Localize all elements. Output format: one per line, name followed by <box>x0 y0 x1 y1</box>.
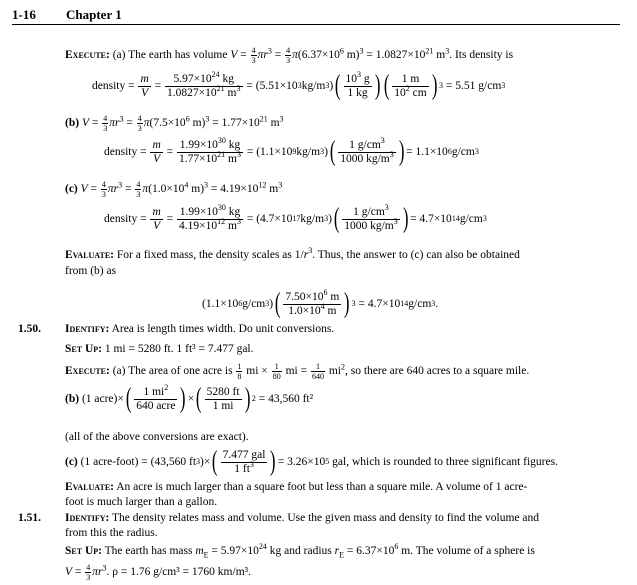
identify-151-line1: Identify: The density relates mass and volume. Use the given mass and density to find the volume and <box>65 512 539 524</box>
c-volume-line: (c) V = $\frac{4}{3}$ $\pi r^3$ = $\frac{4}{3}$ $\pi(1.0\times 10^4$ $m)^3 = 4.19\times 10^{12}$ $m^3$ <box>65 180 283 199</box>
problem-number-151: 1.51. <box>18 512 41 524</box>
evaluate-49-line2: from (b) as <box>65 265 117 277</box>
conversion-note: (all of the above conversions are exact). <box>65 431 249 443</box>
density-c-equation: density = $\frac{m}{V}$ = $\frac{1.99\times 10^{30} kg}{4.19\times 10^{12} m^3}$ = (4.7×10 17 kg/m 3 ) ( $\frac{1 g/cm^3}{1000 kg/m^3}$ ) = 4.7×10 14 g/cm 3 <box>104 202 487 234</box>
setup-150: Set Up: 1 mi = 5280 ft. 1 ft³ = 7.477 gal. <box>65 343 254 355</box>
density-a-equation: density = $\frac{m}{V}$ = $\frac{5.97\times 10^{24} kg}{1.0827\times 10^{21} m^3}$ = (5.51×10 3 kg/m 3 ) ( $\frac{10^3 g}{1 kg}$ ) ( $\frac{1 m}{10^2 cm}$ ) 3 = 5.51 g/cm 3 <box>92 69 506 101</box>
identify-151-line2: from this the radius. <box>65 527 158 539</box>
setup-151-line1: Set Up: The earth has mass $m_E = 5.97\times 10^{24}$ kg and radius $r_E = 6.37\times 10^6$ m. The volume of a sphere is <box>65 542 535 560</box>
evaluate-150-line2: foot is much larger than a gallon. <box>65 496 218 508</box>
execute-a-line: Execute: (a) The earth has volume V = $\frac{4}{3}$ $\pi r^3$ = $\frac{4}{3}$ $\pi(6.37\times 10^6$ $m)^3 = 1.0827\times 10^{21}$ $m^3$. Its density is <box>65 46 514 65</box>
evaluate-150-line1: Evaluate: An acre is much larger than a square foot but less than a square mile. A volume of 1 acre- <box>65 481 528 493</box>
b-volume-line: (b) V = $\frac{4}{3}$ $\pi r^3$ = $\frac{4}{3}$ $\pi(7.5\times 10^6$ $m)^3 = 1.77\times 10^{21}$ $m^3$ <box>65 114 284 133</box>
evaluate-49-line1: Evaluate: For a fixed mass, the density scales as $1/r^3$. Thus, the answer to (c) can also be obtained <box>65 246 520 261</box>
identify-150: Identify: Area is length times width. Do unit conversions. <box>65 323 335 335</box>
page-header <box>12 6 620 25</box>
page-number: 1-16 <box>12 7 36 22</box>
chapter-title: Chapter 1 <box>66 7 122 22</box>
density-b-equation: density = $\frac{m}{V}$ = $\frac{1.99\times 10^{30} kg}{1.77\times 10^{21} m^3}$ = (1.1×10 9 kg/m 3 ) ( $\frac{1 g/cm^3}{1000 kg/m^3}$ ) = 1.1×10 6 g/cm 3 <box>104 135 479 167</box>
scaling-equation: (1.1×10 6 g/cm 3 ) ( $\frac{7.50\times 10^6 m}{1.0\times 10^4 m}$ ) 3 = 4.7×10 14 g/cm 3 . <box>202 287 439 319</box>
problem-number-150: 1.50. <box>18 323 41 335</box>
execute-150-a: Execute: (a) The area of one acre is $\frac{1}{8}$ mi × $\frac{1}{80}$ mi = $\frac{1}{640}$ $mi^2$, so there are 640 acres to a square mile. <box>65 362 530 381</box>
setup-151-line2: V = $\frac{4}{3}$ $\pi r^3$. ρ = 1.76 g/cm³ = 1760 km/m³. <box>65 563 251 582</box>
b-acre-equation: (b) (1 acre)× ( $\frac{1 mi^2}{\text{640 acre}}$ ) × ( $\frac{5280 ft}{1 mi}$ ) 2 = 43,560 ft² <box>65 382 314 414</box>
c-acre-foot-equation: (c) (1 acre-foot) = (43,560 ft 3 )× ( $\frac{\text{7.477 gal}}{1 ft^3}$ ) = 3.26×10 5 gal, which is rounded to three significant figures. <box>65 446 558 477</box>
